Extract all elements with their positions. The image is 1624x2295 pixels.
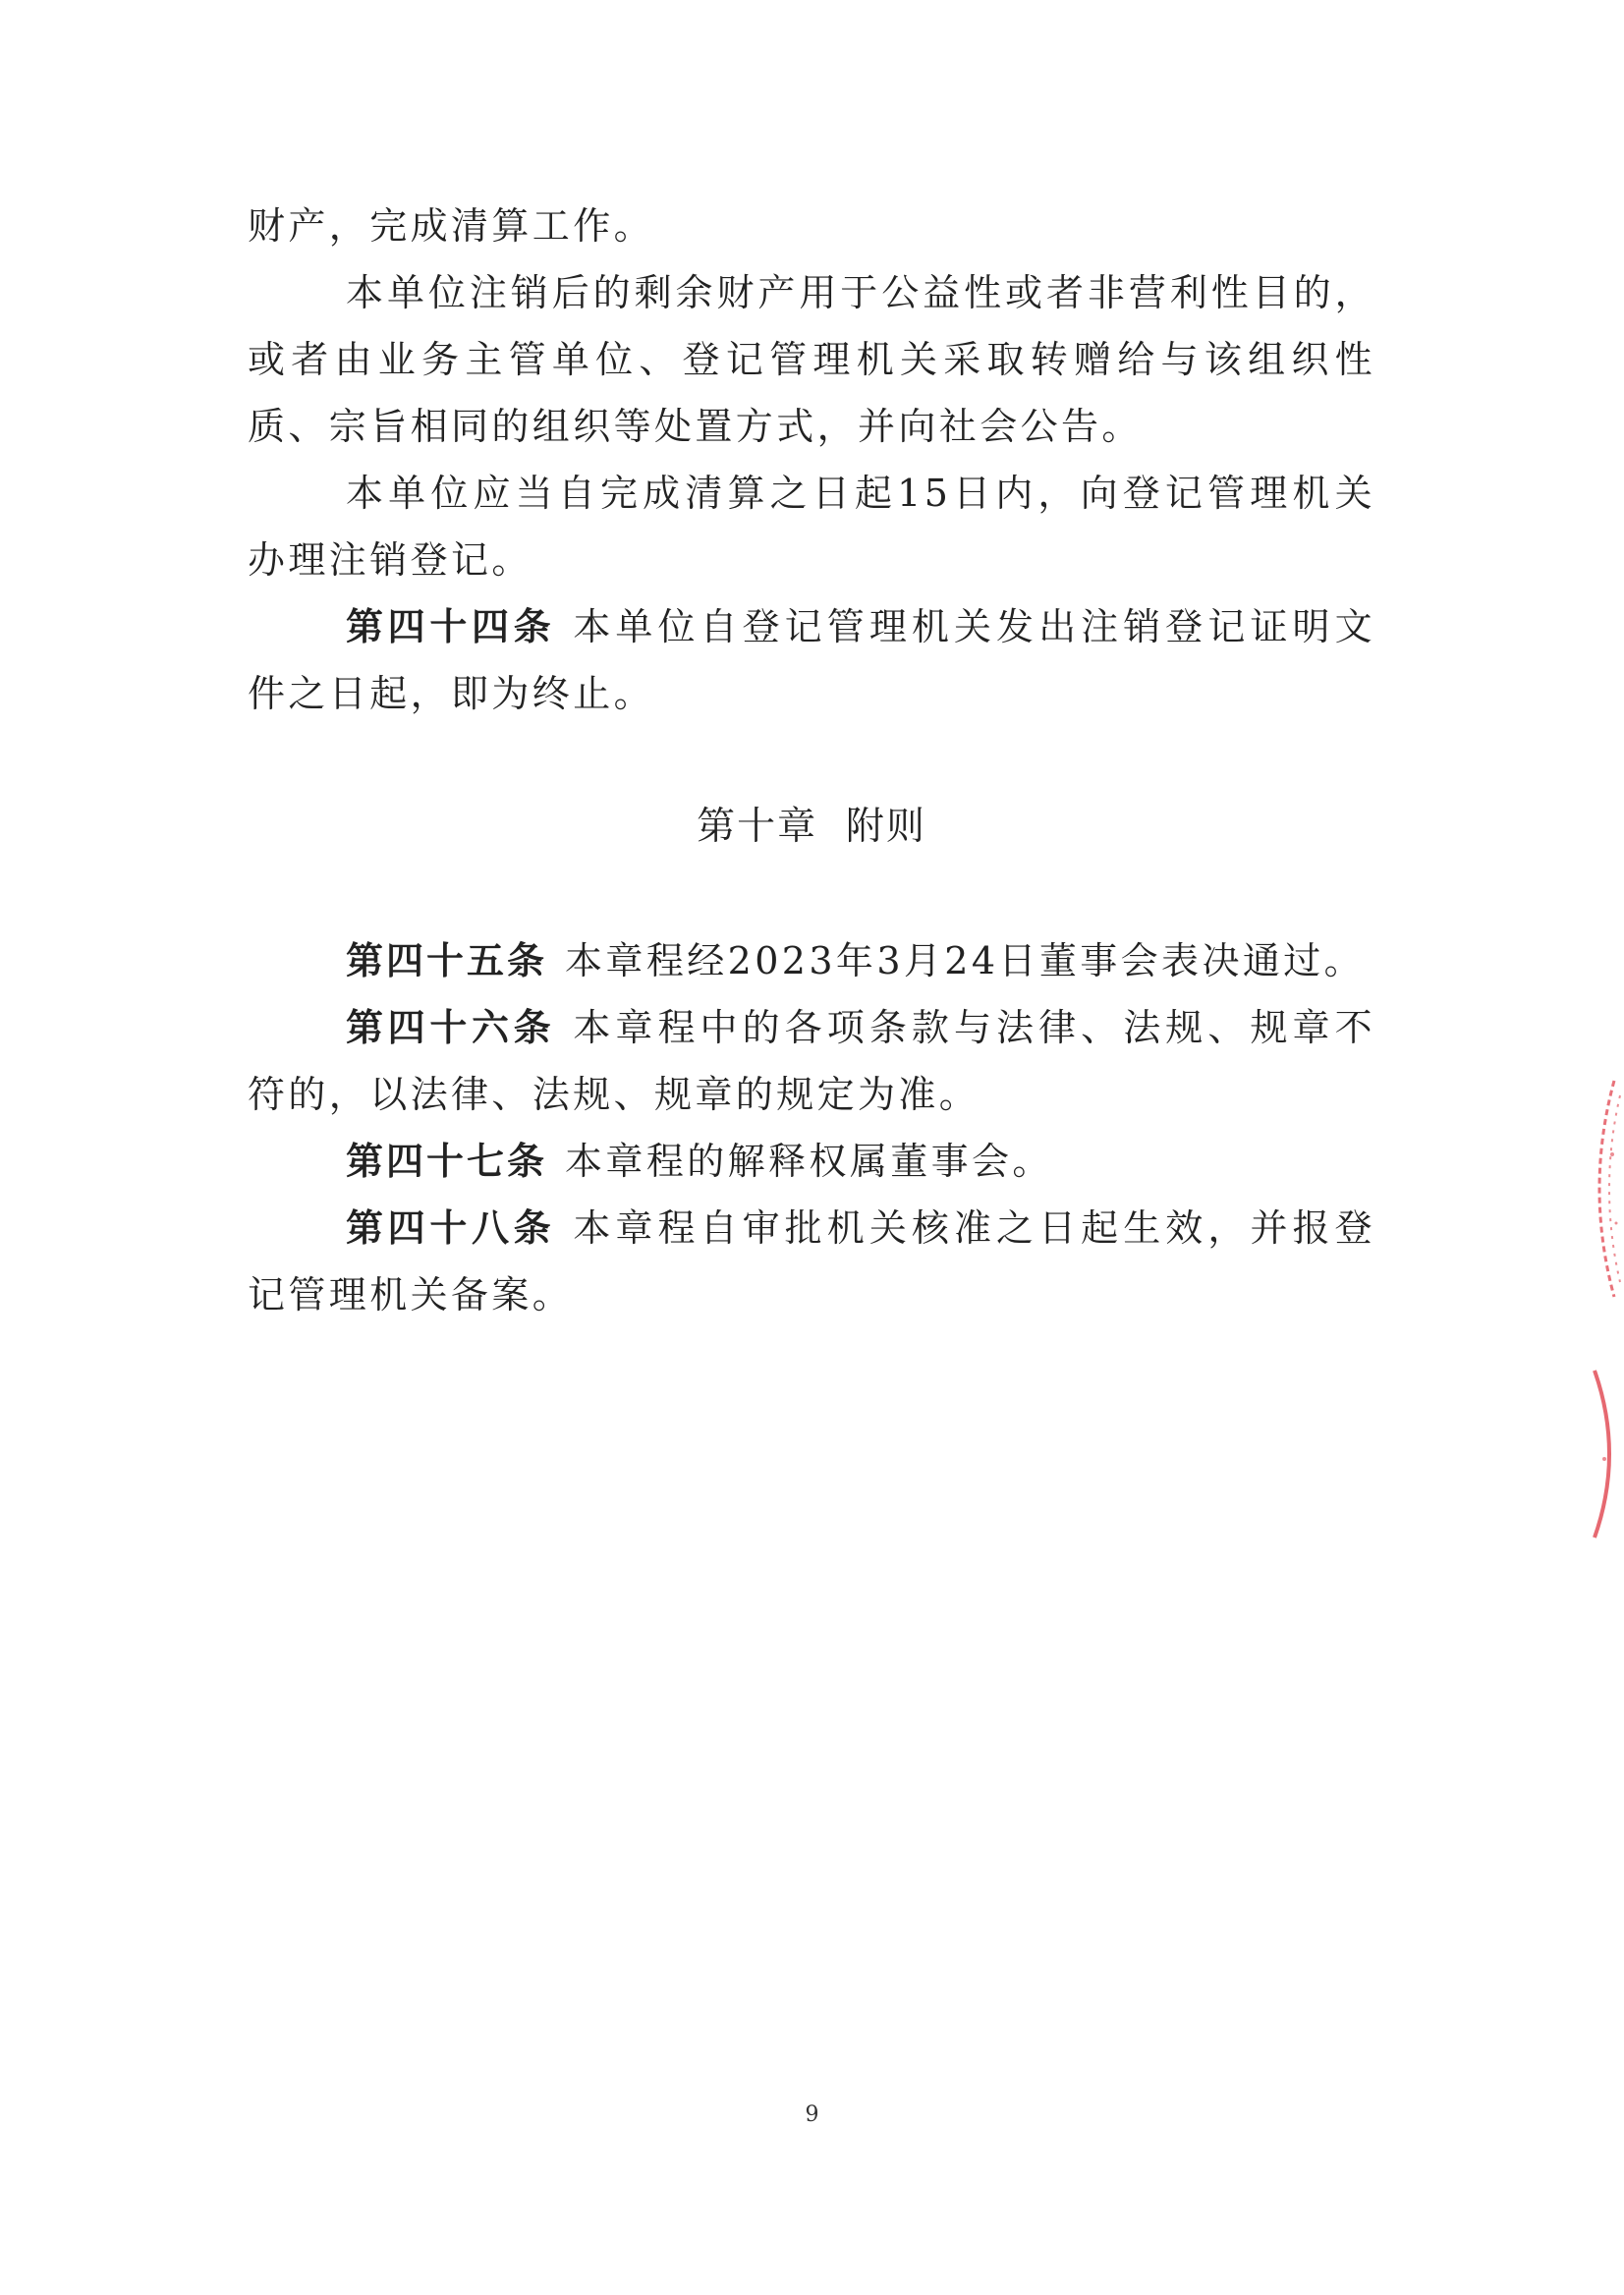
seal-fragment-lower xyxy=(1575,1366,1624,1542)
document-body xyxy=(248,193,1375,1328)
article-text: 本章程的解释权属董事会。 xyxy=(565,1140,1053,1183)
article-label: 第四十六条 xyxy=(346,1006,556,1049)
page-number: 9 xyxy=(805,2102,819,2127)
paragraph-text: 本单位注销后的剩余财产用于公益性或者非营利性目的，或者由业务主管单位、登记管理机关采取转赠给与该组织性质、宗旨相同的组织等处置方式，并向社会公告。 xyxy=(248,271,1375,448)
article-text: 本章程自审批机关核准之日起生效，并报登记管理机关备案。 xyxy=(248,1206,1375,1316)
article-48 xyxy=(248,1195,1375,1328)
chapter-title: 第十章 附则 xyxy=(697,805,926,849)
article-46 xyxy=(248,994,1375,1128)
article-label: 第四十八条 xyxy=(346,1206,556,1250)
article-45 xyxy=(248,927,1375,994)
paragraph-text: 本单位应当自完成清算之日起15日内，向登记管理机关办理注销登记。 xyxy=(248,472,1375,582)
article-44 xyxy=(248,593,1375,727)
paragraph-continuation xyxy=(248,193,1375,259)
article-text: 本单位自登记管理机关发出注销登记证明文件之日起，即为终止。 xyxy=(248,605,1375,715)
article-label: 第四十五条 xyxy=(346,939,548,982)
article-label: 第四十七条 xyxy=(346,1140,548,1183)
spacer xyxy=(248,861,1375,927)
paragraph-text: 财产，完成清算工作。 xyxy=(248,204,655,248)
article-text: 本章程中的各项条款与法律、法规、规章不符的，以法律、法规、规章的规定为准。 xyxy=(248,1006,1375,1116)
paragraph-remaining-assets xyxy=(248,259,1375,460)
paragraph-deregistration xyxy=(248,460,1375,593)
spacer xyxy=(248,727,1375,794)
article-text: 本章程经2023年3月24日董事会表决通过。 xyxy=(565,939,1366,982)
article-label: 第四十四条 xyxy=(346,605,556,648)
article-47 xyxy=(248,1128,1375,1195)
seal-fragment-upper xyxy=(1575,1076,1624,1302)
